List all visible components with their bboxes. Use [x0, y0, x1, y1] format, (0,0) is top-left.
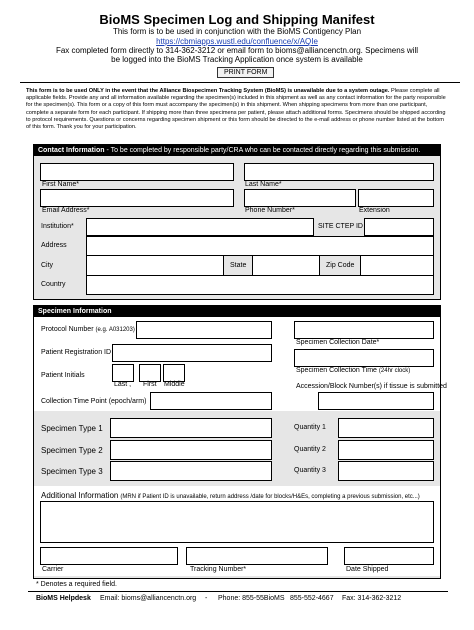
initial-first-input[interactable]: [139, 364, 161, 382]
patient-reg-input[interactable]: [112, 344, 272, 362]
footer-dash: -: [205, 595, 208, 602]
address-input[interactable]: [86, 236, 434, 256]
extension-label: Extension: [359, 207, 390, 214]
initial-middle-label: Middle: [164, 381, 185, 388]
collection-date-label: Specimen Collection Date*: [296, 339, 380, 346]
helpdesk-label: BioMS Helpdesk: [36, 595, 91, 602]
contact-heading: [34, 145, 440, 156]
tracking-input[interactable]: [186, 547, 328, 565]
phone-label: Phone Number*: [245, 207, 295, 214]
country-label: Country: [41, 281, 66, 288]
state-label: State: [230, 262, 247, 269]
accession-label: Accession/Block Number(s) if tissue is submitted: [296, 383, 447, 390]
initial-last-input[interactable]: [112, 364, 134, 382]
initial-first-label: First: [143, 381, 157, 388]
collection-time-note: (24hr clock): [378, 368, 411, 374]
type2-input[interactable]: [110, 440, 272, 460]
address-label: Address: [41, 242, 67, 249]
header-line3: Fax completed form directly to 314-362-3212 or email form to bioms@alliancenctn.org. Specimens will: [55, 46, 419, 55]
protocol-label-text: Protocol Number: [41, 326, 94, 333]
helpdesk-email: Email: bioms@alliancenctn.org: [100, 595, 197, 602]
qty2-input[interactable]: [338, 440, 434, 460]
helpdesk-fax: Fax: 314-362-3212: [342, 595, 402, 602]
time-point-input[interactable]: [150, 392, 272, 410]
extension-input[interactable]: [358, 189, 434, 207]
type2-label: Specimen Type 2: [41, 446, 103, 455]
protocol-input[interactable]: [136, 321, 272, 339]
header-divider: [20, 82, 460, 83]
required-note: * Denotes a required field.: [36, 581, 117, 588]
patient-initials-label: Patient Initials: [41, 372, 85, 379]
protocol-label: [41, 326, 135, 333]
additional-input[interactable]: [40, 501, 434, 543]
last-name-input[interactable]: [244, 163, 434, 181]
confluence-link[interactable]: https://cbmiapps.wustl.edu/confluence/x/AQIe: [156, 37, 318, 46]
helpdesk-phone2: 855-552-4667: [290, 595, 334, 602]
collection-time-label-text: Specimen Collection Time: [296, 367, 377, 374]
carrier-label: Carrier: [42, 566, 64, 573]
header-line1: This form is to be used in conjunction with the BioMS Contigency Plan: [112, 27, 362, 36]
state-input[interactable]: [252, 255, 320, 276]
carrier-input[interactable]: [40, 547, 178, 565]
additional-label-text: Additional Information: [41, 491, 119, 500]
city-input[interactable]: [86, 255, 224, 276]
type1-input[interactable]: [110, 418, 272, 438]
type3-input[interactable]: [110, 461, 272, 481]
notice: [26, 88, 450, 131]
email-input[interactable]: [40, 189, 234, 207]
date-shipped-label: Date Shipped: [346, 566, 389, 573]
additional-note: (MRN if Patient ID is unavailable, return address /date for blocks/H&Es, completing a previous submission, etc...): [120, 494, 420, 500]
tracking-label: Tracking Number*: [190, 566, 247, 573]
notice-bold: This form is to be used ONLY in the event that the Alliance Biospecimen Tracking System (BioMS) is unavailable due to a system outage.: [26, 88, 390, 94]
specimen-heading: Specimen Information: [34, 306, 440, 317]
patient-reg-label: Patient Registration ID: [41, 349, 112, 356]
date-shipped-input[interactable]: [344, 547, 434, 565]
additional-label: [41, 491, 420, 500]
country-input[interactable]: [86, 275, 434, 295]
institution-label: Institution*: [41, 223, 74, 230]
zip-label: Zip Code: [326, 262, 355, 269]
qty1-input[interactable]: [338, 418, 434, 438]
institution-input[interactable]: [86, 218, 314, 236]
phone-input[interactable]: [244, 189, 356, 207]
time-point-label: Collection Time Point (epoch/arm): [41, 398, 147, 405]
contact-heading-note: - To be completed by responsible party/CRA who can be contacted directly regarding this submission.: [104, 147, 421, 154]
zip-input[interactable]: [360, 255, 434, 276]
collection-date-input[interactable]: [294, 321, 434, 339]
collection-time-input[interactable]: [294, 349, 434, 367]
print-form-button[interactable]: PRINT FORM: [217, 67, 274, 78]
initial-middle-input[interactable]: [163, 364, 185, 382]
site-ctep-label: SITE CTEP ID: [318, 223, 363, 230]
protocol-example: (e.g. A031203): [95, 327, 135, 333]
accession-input[interactable]: [318, 392, 434, 410]
first-name-input[interactable]: [40, 163, 234, 181]
last-name-label: Last Name*: [245, 181, 282, 188]
qty2-label: Quantity 2: [294, 446, 326, 453]
first-name-label: First Name*: [42, 181, 79, 188]
page-title: BioMS Specimen Log and Shipping Manifest: [99, 12, 375, 27]
qty3-input[interactable]: [338, 461, 434, 481]
notice-body: Please complete all applicable fields. Provide any and all information available regarding the specimen(s) included in this shipment as well as any contact information for the party responsible for the specimen(s). This form or a copy of this form must accompany the specimen(s) in this shipment. When shipping specimens from more than one participant, complete a separate form for each participant. If shipping more than three specimens per patient, please attach additional forms. Specimens should be shipped according to protocol requirements. Questions or concerns regarding specimen shipment or this form should be directed to the e-mail address or phone number listed at the bottom of this form. Thank you for your participation.: [26, 88, 446, 131]
contact-heading-title: Contact Information: [38, 147, 105, 154]
collection-time-label: [296, 367, 410, 374]
site-ctep-input[interactable]: [364, 218, 434, 236]
email-label: Email Address*: [42, 207, 90, 214]
qty3-label: Quantity 3: [294, 467, 326, 474]
helpdesk-phone: Phone: 855-55BioMS: [218, 595, 285, 602]
footer-divider: [28, 591, 448, 592]
initial-last-label: Last ,: [114, 381, 132, 388]
header-line4: be logged into the BioMS Tracking Application once system is available: [111, 55, 363, 64]
city-label: City: [41, 262, 54, 269]
type1-label: Specimen Type 1: [41, 424, 103, 433]
type3-label: Specimen Type 3: [41, 467, 103, 476]
qty1-label: Quantity 1: [294, 424, 326, 431]
